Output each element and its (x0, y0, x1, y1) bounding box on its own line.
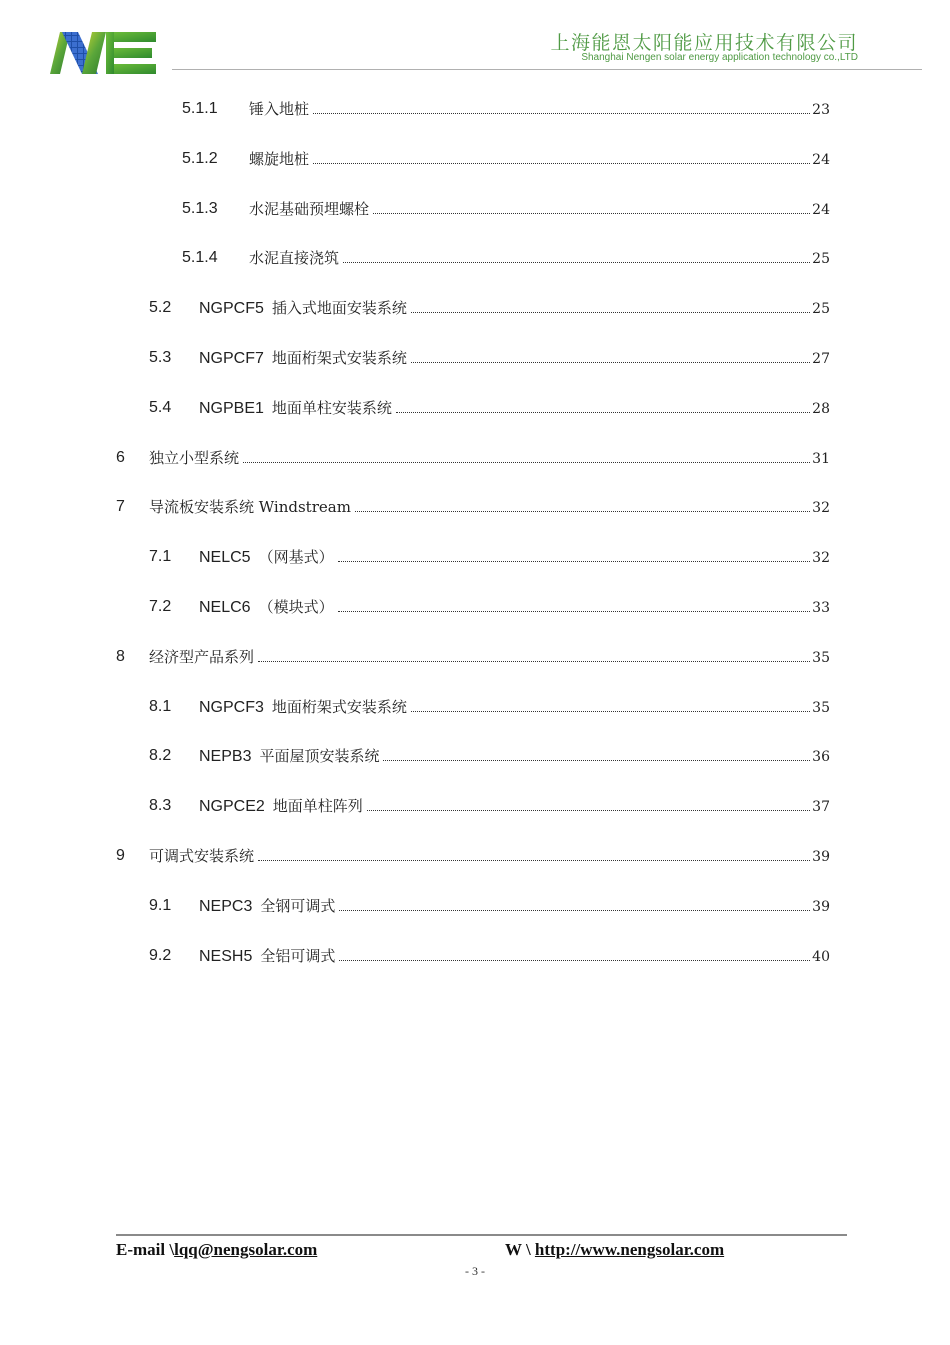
toc-entry[interactable] (0, 695, 950, 719)
toc-code: NGPCF7 (199, 350, 264, 367)
toc-title: 经济型产品系列 (149, 648, 255, 666)
toc-page: 28 (812, 401, 830, 417)
company-name-en: Shanghai Nengen solar energy application technology co.,LTD (581, 52, 858, 63)
toc-number: 7 (116, 498, 125, 515)
toc-title: 螺旋地桩 (249, 150, 310, 168)
toc-page: 31 (812, 451, 830, 467)
toc-number: 7.1 (149, 548, 172, 565)
toc-leader-dots (258, 661, 810, 662)
toc-entry[interactable] (0, 346, 950, 370)
page-header (0, 0, 950, 80)
toc-number: 5.1.4 (182, 249, 218, 266)
toc-code: NGPBE1 (199, 400, 264, 417)
toc-page: 40 (812, 949, 830, 965)
toc-entry[interactable] (0, 296, 950, 320)
toc-title: （模块式） (258, 598, 334, 616)
toc-page: 24 (812, 202, 830, 218)
toc-title: 插入式地面安装系统 (271, 299, 407, 317)
email-link[interactable]: lqq@nengsolar.com (174, 1240, 318, 1259)
toc-title: 水泥直接浇筑 (249, 249, 340, 267)
toc-leader-dots (396, 412, 810, 413)
toc-entry[interactable] (0, 396, 950, 420)
toc-entry[interactable] (0, 197, 950, 221)
page-number: - 3 - (465, 1264, 485, 1278)
toc-entry[interactable] (0, 495, 950, 519)
toc-number: 7.2 (149, 598, 172, 615)
footer-divider (116, 1234, 847, 1236)
toc-title: 平面屋顶安装系统 (259, 747, 380, 765)
toc-entry[interactable] (0, 645, 950, 669)
toc-entry[interactable] (0, 147, 950, 171)
toc-page: 25 (812, 301, 830, 317)
toc-page: 33 (812, 600, 830, 616)
toc-page: 24 (812, 152, 830, 168)
toc-page: 32 (812, 550, 830, 566)
toc-number: 8 (116, 648, 125, 665)
header-divider (172, 69, 922, 70)
toc-leader-dots (258, 860, 810, 861)
toc-title: 地面桁架式安装系统 (271, 698, 407, 716)
toc-number: 5.1.3 (182, 200, 218, 217)
toc-title: 导流板安装系统 Windstream (149, 498, 351, 516)
toc-code: NGPCF5 (199, 300, 264, 317)
toc-title: 全铝可调式 (260, 947, 336, 965)
toc-number: 5.2 (149, 299, 172, 316)
toc-entry[interactable] (0, 446, 950, 470)
toc-title: （网基式） (258, 548, 334, 566)
toc-page: 25 (812, 251, 830, 267)
toc-leader-dots (343, 262, 810, 263)
toc-number: 8.2 (149, 747, 172, 764)
website-link[interactable]: http://www.nengsolar.com (534, 1240, 725, 1259)
toc-leader-dots (411, 362, 810, 363)
toc-number: 9.2 (149, 947, 172, 964)
toc-code: NEPB3 (199, 748, 252, 765)
toc-leader-dots (313, 113, 810, 114)
toc-code: NEPC3 (199, 898, 253, 915)
toc-entry[interactable] (0, 246, 950, 270)
toc-entry[interactable] (0, 545, 950, 569)
toc-code: NELC5 (199, 549, 251, 566)
company-logo (48, 30, 158, 76)
toc-page: 27 (812, 351, 830, 367)
toc-title: 可调式安装系统 (149, 847, 255, 865)
toc-title: 锤入地桩 (249, 100, 310, 118)
toc-page: 37 (812, 799, 830, 815)
toc-leader-dots (367, 810, 810, 811)
toc-number: 9.1 (149, 897, 172, 914)
footer-email (116, 1240, 317, 1260)
toc-leader-dots (373, 213, 810, 214)
toc-page: 35 (812, 700, 830, 716)
toc-leader-dots (313, 163, 810, 164)
toc-title: 地面单柱安装系统 (271, 399, 392, 417)
toc-leader-dots (411, 312, 810, 313)
toc-title: 地面桁架式安装系统 (271, 349, 407, 367)
toc-title: 独立小型系统 (149, 449, 240, 467)
toc-leader-dots (243, 462, 810, 463)
toc-title: 全钢可调式 (260, 897, 336, 915)
toc-leader-dots (411, 711, 810, 712)
toc-entry[interactable] (0, 595, 950, 619)
toc-number: 5.4 (149, 399, 172, 416)
toc-leader-dots (355, 511, 810, 512)
toc-leader-dots (339, 910, 810, 911)
toc-number: 5.1.1 (182, 100, 218, 117)
toc-entry[interactable] (0, 894, 950, 918)
toc-code: NELC6 (199, 599, 251, 616)
toc-title: 地面单柱阵列 (272, 797, 363, 815)
toc-number: 6 (116, 449, 125, 466)
email-label: E-mail \ (116, 1240, 175, 1259)
toc-page: 39 (812, 849, 830, 865)
toc-entry[interactable] (0, 944, 950, 968)
toc-entry[interactable] (0, 794, 950, 818)
toc-leader-dots (338, 611, 811, 612)
toc-title: 水泥基础预埋螺栓 (249, 200, 370, 218)
toc-entry[interactable] (0, 97, 950, 121)
toc-entry[interactable] (0, 844, 950, 868)
toc-page: 23 (812, 102, 830, 118)
toc-number: 8.1 (149, 698, 172, 715)
toc-code: NGPCF3 (199, 699, 264, 716)
toc-page: 39 (812, 899, 830, 915)
toc-leader-dots (338, 561, 811, 562)
toc-number: 8.3 (149, 797, 172, 814)
toc-number: 5.3 (149, 349, 172, 366)
company-name-cn: 上海能恩太阳能应用技术有限公司 (550, 32, 858, 54)
footer-website (505, 1240, 724, 1260)
toc-leader-dots (383, 760, 810, 761)
toc-number: 5.1.2 (182, 150, 218, 167)
toc-page: 35 (812, 650, 830, 666)
toc-code: NGPCE2 (199, 798, 265, 815)
toc-page: 36 (812, 749, 830, 765)
website-label: W \ (505, 1240, 535, 1259)
toc-leader-dots (339, 960, 810, 961)
toc-page: 32 (812, 500, 830, 516)
toc-number: 9 (116, 847, 125, 864)
toc-code: NESH5 (199, 948, 253, 965)
toc-entry[interactable] (0, 744, 950, 768)
